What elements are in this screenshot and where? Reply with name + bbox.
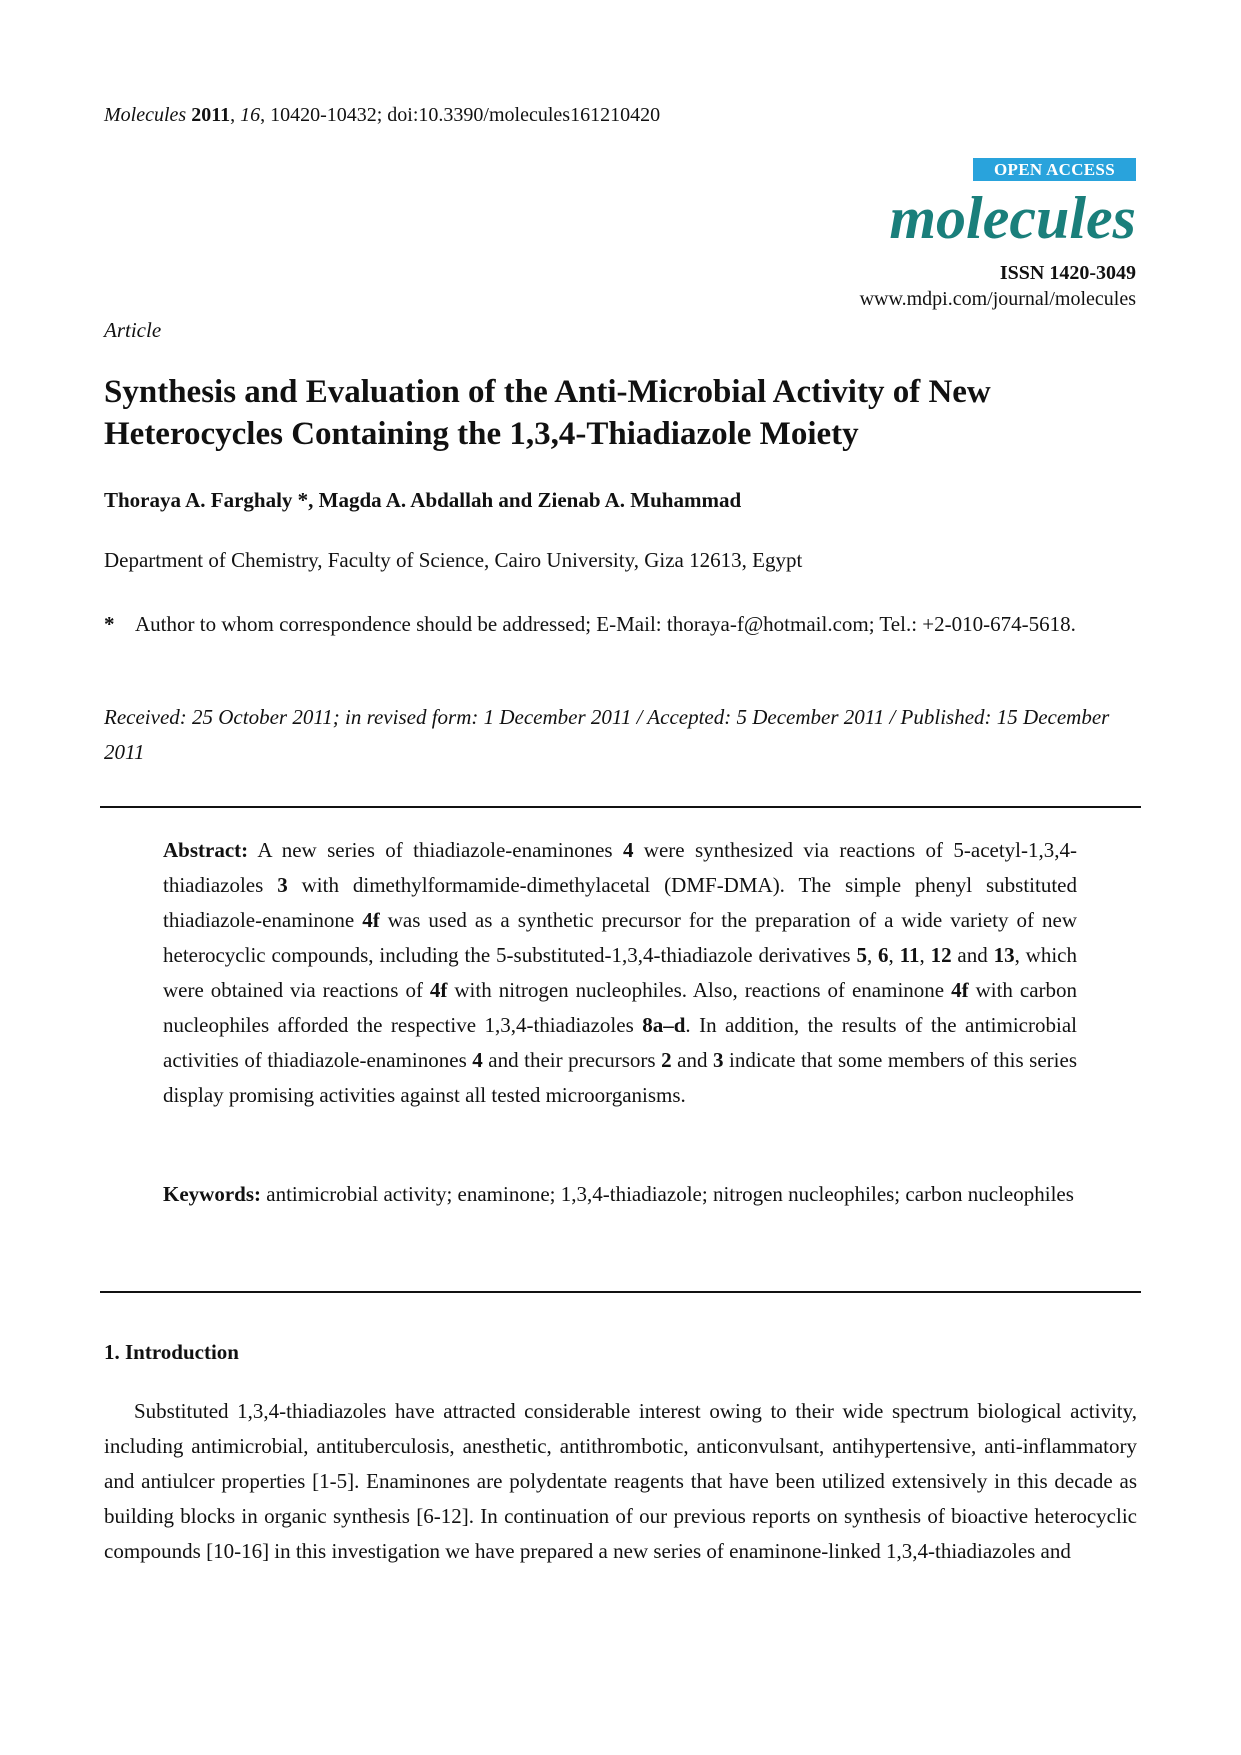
abstract-text: and: [951, 943, 994, 967]
bottom-divider: [100, 1291, 1141, 1293]
abstract-text: . In addition, the results of the antimicrobial activities of thiadiazole-enaminones: [163, 1013, 1077, 1072]
abstract-text: and: [671, 1048, 713, 1072]
compound-ref: 3: [277, 873, 288, 897]
keywords-text: antimicrobial activity; enaminone; 1,3,4-thiadiazole; nitrogen nucleophiles; carbon nucleophiles: [261, 1182, 1074, 1206]
abstract-text: and their precursors: [482, 1048, 662, 1072]
author-list: Thoraya A. Farghaly *, Magda A. Abdallah and Zienab A. Muhammad: [104, 488, 742, 512]
journal-logo: molecules: [889, 185, 1136, 251]
abstract-text: ,: [866, 943, 879, 967]
citation-line: Molecules 2011, 16, 10420-10432; doi:10.3390/molecules161210420: [104, 104, 661, 126]
keywords-label: Keywords:: [163, 1182, 261, 1206]
compound-ref: 12: [930, 943, 952, 967]
compound-ref: 4f: [951, 978, 969, 1002]
abstract-text: indicate that some members of this series display promising activities against all tested microorganisms.: [163, 1048, 1077, 1107]
publication-dates: Received: 25 October 2011; in revised form: 1 December 2011 / Accepted: 5 December 2011 / Published: 15 December 2011: [104, 705, 1110, 764]
compound-ref: 5: [856, 943, 867, 967]
citation-year: 2011: [191, 104, 231, 126]
compound-ref: 4f: [362, 908, 380, 932]
journal-url[interactable]: www.mdpi.com/journal/molecules: [859, 288, 1136, 310]
compound-ref: 11: [899, 943, 920, 967]
article-title: Synthesis and Evaluation of the Anti-Microbial Activity of New Heterocycles Containing the 1,3,4-Thiadiazole Moiety: [104, 374, 991, 452]
abstract-text: was used as a synthetic precursor for the preparation of a wide variety of new heterocyclic compounds, including the 5-substituted-1,3,4-thiadiazole derivatives: [163, 908, 1077, 967]
compound-ref: 4: [472, 1048, 483, 1072]
abstract-text: ,: [888, 943, 900, 967]
abstract-text: were synthesized via reactions of 5-acetyl-1,3,4-thiadiazoles: [163, 838, 1077, 897]
top-divider: [100, 806, 1141, 808]
affiliation: Department of Chemistry, Faculty of Science, Cairo University, Giza 12613, Egypt: [104, 548, 803, 572]
abstract-label: Abstract:: [163, 838, 249, 862]
abstract: [163, 833, 1077, 1113]
introduction-paragraph: Substituted 1,3,4-thiadiazoles have attracted considerable interest owing to their wide spectrum biological activity, including antimicrobial, antituberculosis, anesthetic, antithrombotic, anticonvulsant, antihypertensive, anti-inflammatory and antiulcer properties [1-5]. Enaminones are polydentate reagents that have been utilized extensively in this decade as building blocks in organic synthesis [6-12]. In continuation of our previous reports on synthesis of bioactive heterocyclic compounds [10-16] in this investigation we have prepared a new series of enaminone-linked 1,3,4-thiadiazoles and: [104, 1399, 1137, 1563]
issn: ISSN 1420-3049: [999, 262, 1136, 284]
open-access-badge: OPEN ACCESS: [973, 158, 1136, 181]
abstract-text: with nitrogen nucleophiles. Also, reactions of enaminone: [447, 978, 952, 1002]
abstract-text: with carbon nucleophiles afforded the respective 1,3,4-thiadiazoles: [163, 978, 1078, 1037]
abstract-text: ,: [919, 943, 931, 967]
abstract-text: A new series of thiadiazole-enaminones: [248, 838, 623, 862]
citation-journal: Molecules: [104, 104, 187, 126]
correspondence-note: [104, 607, 1115, 642]
correspondence-marker: *: [104, 612, 115, 636]
abstract-text: , which were obtained via reactions of: [163, 943, 1078, 1002]
abstract-text: with dimethylformamide-dimethylacetal (DMF-DMA). The simple phenyl substituted thiadiazole-enaminone: [163, 873, 1078, 932]
citation-volume: 16: [240, 104, 261, 126]
section-heading: 1. Introduction: [104, 1340, 239, 1364]
compound-ref: 2: [661, 1048, 672, 1072]
compound-ref: 4f: [429, 978, 448, 1002]
article-type: Article: [104, 318, 162, 342]
compound-ref: 3: [712, 1048, 724, 1072]
compound-ref: 6: [878, 943, 889, 967]
keywords: [163, 1177, 1077, 1212]
compound-ref: 4: [622, 838, 634, 862]
compound-ref: 8a–d: [642, 1013, 686, 1037]
correspondence-text: Author to whom correspondence should be addressed; E-Mail: thoraya-f@hotmail.com; Tel.: +2-010-674-5618.: [135, 612, 1076, 636]
citation-rest: , 10420-10432; doi:10.3390/molecules161210420: [260, 104, 661, 126]
compound-ref: 13: [993, 943, 1015, 967]
